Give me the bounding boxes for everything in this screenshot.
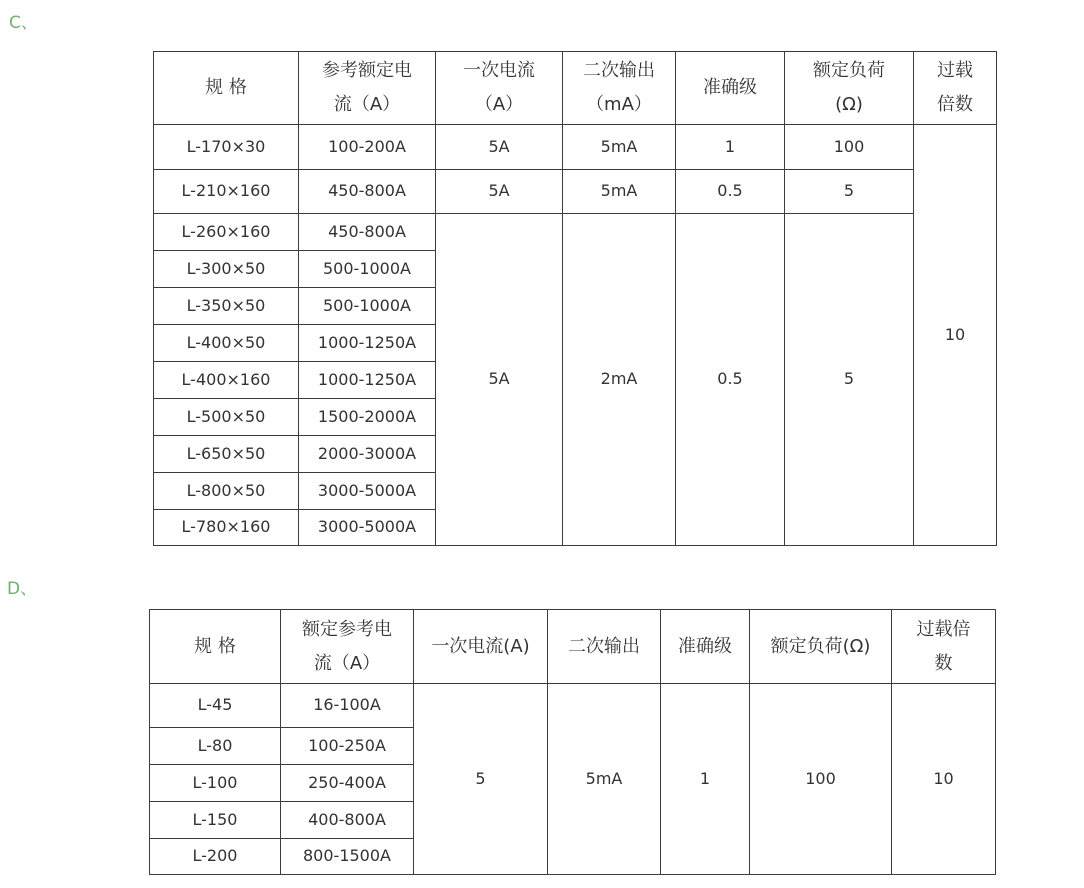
cell-spec: L-150 — [150, 802, 281, 839]
cell-secondary: 5mA — [563, 125, 676, 170]
header-primary-current: 一次电流(A) — [414, 610, 548, 684]
cell-current: 100-200A — [299, 125, 436, 170]
cell-current: 3000-5000A — [299, 510, 436, 546]
cell-spec: L-650×50 — [154, 436, 299, 473]
cell-spec: L-210×160 — [154, 170, 299, 214]
cell-spec: L-780×160 — [154, 510, 299, 546]
cell-current: 1500-2000A — [299, 399, 436, 436]
table-header-row — [150, 610, 996, 684]
table-row — [154, 125, 997, 170]
cell-burden-merged: 100 — [750, 684, 892, 875]
table-header-row — [154, 52, 997, 125]
cell-spec: L-400×50 — [154, 325, 299, 362]
header-rated-burden: 额定负荷(Ω) — [750, 610, 892, 684]
header-accuracy-class: 准确级 — [676, 52, 785, 125]
header-rated-current: 额定参考电 流（A） — [281, 610, 414, 684]
header-spec: 规 格 — [154, 52, 299, 125]
cell-current: 1000-1250A — [299, 362, 436, 399]
header-overload-factor: 过载 倍数 — [914, 52, 997, 125]
cell-spec: L-500×50 — [154, 399, 299, 436]
section-c-label: C、 — [9, 13, 38, 33]
cell-spec: L-170×30 — [154, 125, 299, 170]
header-rated-current: 参考额定电 流（A） — [299, 52, 436, 125]
cell-secondary-merged: 5mA — [548, 684, 661, 875]
cell-spec: L-45 — [150, 684, 281, 728]
cell-accuracy: 0.5 — [676, 170, 785, 214]
cell-primary: 5A — [436, 170, 563, 214]
cell-accuracy-merged: 1 — [661, 684, 750, 875]
cell-current: 450-800A — [299, 170, 436, 214]
section-d-label: D、 — [7, 579, 38, 599]
header-overload-factor: 过载倍 数 — [892, 610, 996, 684]
cell-primary: 5A — [436, 125, 563, 170]
cell-secondary: 5mA — [563, 170, 676, 214]
header-accuracy-class: 准确级 — [661, 610, 750, 684]
cell-current: 450-800A — [299, 214, 436, 251]
table-row — [154, 170, 997, 214]
cell-current: 500-1000A — [299, 251, 436, 288]
cell-current: 800-1500A — [281, 839, 414, 875]
cell-overload: 10 — [914, 125, 997, 546]
header-secondary-output: 二次输出 — [548, 610, 661, 684]
cell-overload-merged: 10 — [892, 684, 996, 875]
cell-secondary-merged: 2mA — [563, 214, 676, 546]
cell-current: 2000-3000A — [299, 436, 436, 473]
cell-current: 3000-5000A — [299, 473, 436, 510]
cell-burden-merged: 5 — [785, 214, 914, 546]
header-primary-current: 一次电流 （A） — [436, 52, 563, 125]
cell-current: 500-1000A — [299, 288, 436, 325]
cell-spec: L-80 — [150, 728, 281, 765]
cell-current: 250-400A — [281, 765, 414, 802]
spec-table-d — [149, 609, 996, 875]
header-secondary-output: 二次输出 （mA） — [563, 52, 676, 125]
cell-burden: 100 — [785, 125, 914, 170]
cell-current: 400-800A — [281, 802, 414, 839]
cell-current: 16-100A — [281, 684, 414, 728]
cell-accuracy-merged: 0.5 — [676, 214, 785, 546]
cell-spec: L-300×50 — [154, 251, 299, 288]
cell-primary-merged: 5A — [436, 214, 563, 546]
table-row — [150, 684, 996, 728]
cell-spec: L-260×160 — [154, 214, 299, 251]
cell-accuracy: 1 — [676, 125, 785, 170]
cell-spec: L-100 — [150, 765, 281, 802]
cell-spec: L-800×50 — [154, 473, 299, 510]
spec-table-c — [153, 51, 997, 546]
header-rated-burden: 额定负荷 (Ω) — [785, 52, 914, 125]
cell-spec: L-200 — [150, 839, 281, 875]
cell-primary-merged: 5 — [414, 684, 548, 875]
cell-current: 100-250A — [281, 728, 414, 765]
cell-spec: L-350×50 — [154, 288, 299, 325]
cell-spec: L-400×160 — [154, 362, 299, 399]
cell-burden: 5 — [785, 170, 914, 214]
header-spec: 规 格 — [150, 610, 281, 684]
table-row — [154, 214, 997, 251]
cell-current: 1000-1250A — [299, 325, 436, 362]
